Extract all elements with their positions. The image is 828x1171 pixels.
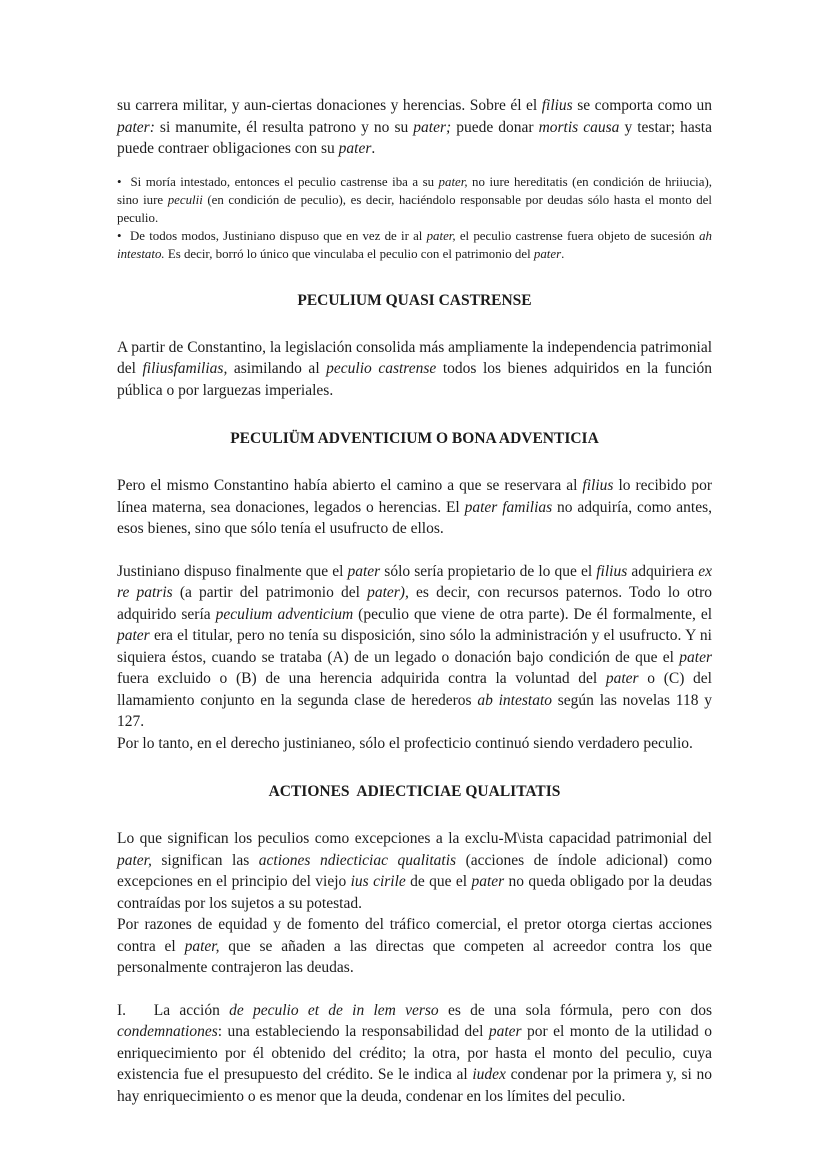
- text-segment: era el titular, pero no tenía su disposición, sino sólo la administración y el usufructo. Y ni siquiera éstos, cuando se trataba (A) de un legado o donación bajo condición de que el: [117, 627, 712, 666]
- text-segment: peculii: [167, 192, 203, 207]
- text-segment: sólo sería propietario de lo que el: [380, 562, 597, 580]
- text-segment: pater,: [117, 851, 152, 869]
- text-segment: pater: [338, 140, 372, 157]
- text-segment: no queda obligado por la deudas contraídas por los sujetos a su potestad.: [117, 873, 712, 912]
- text-segment: ab intestato: [477, 691, 552, 709]
- text-segment: filius: [541, 97, 573, 114]
- text-segment: Justiniano dispuso finalmente que el: [117, 562, 348, 580]
- bullet-item-1: [117, 173, 712, 227]
- paragraph-por-lo-tanto: [117, 733, 712, 755]
- text-segment: Por lo tanto, en el derecho justinianeo, sólo el profecticio continuó siendo verdadero peculio.: [117, 734, 693, 752]
- text-segment: A partir de Constantino, la legislación consolida más ampliamente la independencia patrimonial del: [117, 338, 712, 377]
- text-segment: ex re patris: [117, 562, 713, 601]
- text-segment: puede donar: [451, 118, 539, 136]
- text-segment: peculium adventicium: [215, 605, 354, 623]
- text-segment: pater,: [426, 228, 456, 243]
- text-segment: que se añaden a las directas que competen al acreedor contra los que personalmente contrajeron las deudas.: [117, 937, 713, 976]
- text-segment: Lo que significan los peculios como excepciones a la exclu-M\ista capacidad patrimonial del: [117, 830, 712, 847]
- heading-actiones-adiecticiae: ACTIONES ADIECTICIAE QUALITATIS: [268, 783, 561, 800]
- text-segment: pater: [679, 648, 712, 666]
- text-segment: pater: [117, 627, 150, 644]
- text-segment: es decir, con recursos paternos. Todo lo otro adquirido sería: [117, 584, 713, 623]
- text-segment: Pero el mismo Constantino había abierto el camino a que se reservara al: [117, 477, 583, 494]
- text-segment: de que el: [405, 873, 472, 890]
- paragraph-justiniano-dispuso: [117, 561, 712, 733]
- text-segment: pater: [471, 873, 505, 890]
- text-segment: y testar; hasta puede contraer obligaciones con su: [117, 118, 712, 157]
- text-segment: el peculio castrense fuera objeto de sucesión: [455, 228, 700, 243]
- text-segment: pater,: [184, 937, 220, 955]
- text-segment: pater: [488, 1023, 522, 1040]
- text-segment: (peculio que viene de otra parte). De él formalmente, el: [353, 605, 713, 623]
- paragraph-pero-el-mismo-constantino: [117, 475, 712, 540]
- text-segment: condenar por la primera y, si no hay enriquecimiento o es menor que la deuda, condenar en los límites del peculio.: [117, 1066, 713, 1105]
- text-segment: no iure hereditatis (en condición de hriiucia), sino iure: [117, 174, 712, 207]
- text-segment: pater: [605, 670, 639, 687]
- text-segment: • De todos modos, Justiniano dispuso que en vez de ir al: [117, 228, 427, 243]
- text-segment: o (C) del llamamiento conjunto en la segunda clase de herederos: [117, 670, 712, 709]
- paragraph-por-razones: [117, 914, 712, 979]
- text-segment: significan las: [151, 851, 259, 869]
- paragraph-a-partir-de-constantino: [117, 337, 712, 402]
- bullet-item-2: [117, 227, 712, 263]
- text-segment: asimilando al: [227, 360, 327, 377]
- text-segment: (a partir del patrimonio del: [172, 584, 368, 601]
- text-segment: su carrera militar, y aun-ciertas donaciones y herencias. Sobre él el: [117, 97, 542, 114]
- text-segment: condemnationes: [117, 1023, 218, 1040]
- heading-peculium-adventicium: PECULIÜM ADVENTICIUM O BONA ADVENTICIA: [230, 430, 599, 447]
- text-segment: actiones ndiecticiac qualitatis: [258, 851, 457, 869]
- text-segment: (en condición de peculio), es decir, haciéndolo responsable por deudas sólo hasta el monto del peculio.: [117, 192, 712, 225]
- text-segment: se comporta como un: [572, 97, 712, 114]
- text-segment: peculio castrense: [326, 360, 437, 377]
- text-segment: pater),: [367, 584, 409, 601]
- text-segment: pater familias: [464, 498, 553, 516]
- text-segment: según las novelas 118 y 127.: [117, 691, 712, 730]
- text-segment: Por razones de equidad y de fomento del tráfico comercial, el pretor otorga ciertas acciones contra el: [117, 916, 712, 955]
- text-segment: : una estableciendo la responsabilidad del: [217, 1023, 489, 1040]
- text-segment: pater: [533, 246, 562, 261]
- text-segment: de peculio et de in lem verso: [229, 1001, 439, 1019]
- text-segment: adquiriera: [627, 562, 699, 580]
- text-segment: fuera excluido o (B) de una herencia adquirida contra la voluntad del: [117, 670, 606, 687]
- text-segment: (acciones de índole adicional) como excepciones en el principio del viejo: [117, 851, 712, 890]
- paragraph-accion-de-peculio: [117, 1000, 712, 1108]
- text-segment: pater: [347, 562, 381, 580]
- text-segment: por el monto de la utilidad o enriquecimiento por él obtenido del crédito; la otra, por hasta el monto del peculio, cuya existencia fue el presupuesto del crédito. Se le indica al: [117, 1023, 712, 1083]
- paragraph-lo-que-significan: [117, 828, 712, 914]
- text-segment: lo recibido por línea materna, sea donaciones, legados o herencias. El: [117, 477, 712, 516]
- text-segment: filiusfamilias,: [142, 360, 228, 377]
- text-segment: todos los bienes adquiridos en la función pública o por larguezas imperiales.: [117, 360, 713, 399]
- text-segment: • Si moría intestado, entonces el peculio castrense iba a su: [117, 174, 439, 189]
- text-segment: .: [561, 246, 565, 261]
- text-segment: I. La acción: [117, 1001, 230, 1019]
- intro-paragraph: [117, 95, 712, 160]
- text-segment: pater,: [438, 174, 468, 189]
- document-content: [117, 95, 712, 1107]
- text-segment: es de una sola fórmula, pero con dos: [438, 1001, 712, 1019]
- text-segment: filius: [582, 477, 614, 494]
- text-segment: .: [371, 140, 376, 157]
- text-segment: pater;: [413, 118, 452, 136]
- text-segment: Es decir, borró lo único que vinculaba el peculio con el patrimonio del: [164, 246, 534, 261]
- text-segment: no adquiría, como antes, esos bienes, sino que sólo tenía el usufructo de ellos.: [117, 498, 713, 537]
- text-segment: si manumite, él resulta patrono y no su: [154, 118, 414, 136]
- text-segment: pater:: [117, 118, 155, 136]
- text-segment: ah intestato.: [117, 228, 712, 261]
- text-segment: filius: [596, 562, 628, 580]
- heading-peculium-quasi-castrense: PECULIUM QUASI CASTRENSE: [297, 291, 532, 309]
- text-segment: mortis causa: [538, 118, 620, 136]
- text-segment: iudex: [472, 1066, 506, 1083]
- text-segment: ius cirile: [350, 873, 406, 890]
